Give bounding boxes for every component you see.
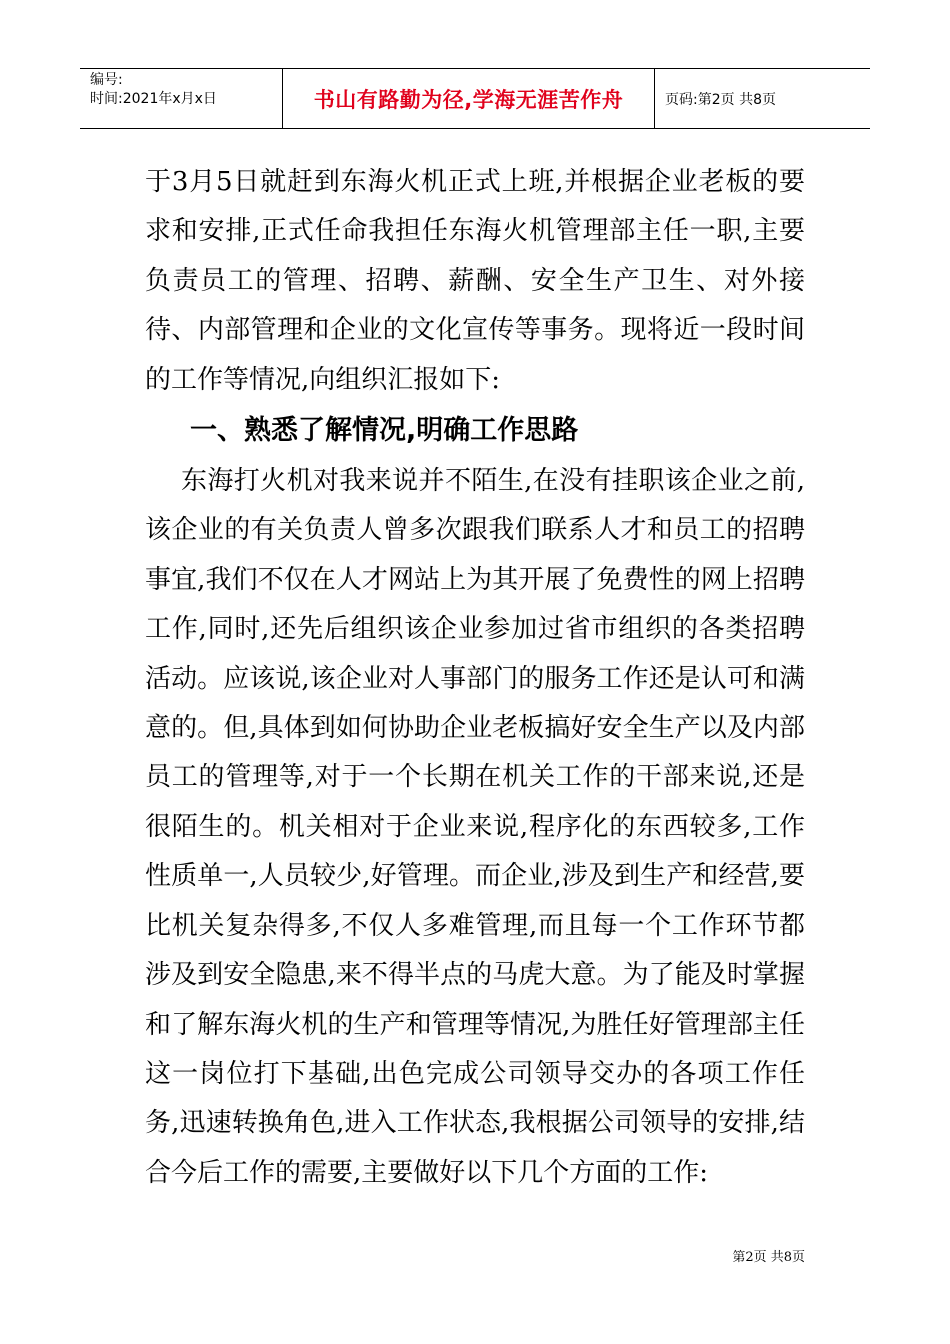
document-header <box>80 68 870 129</box>
footer-page-number: 第2页 共8页 <box>732 1250 805 1265</box>
header-meta <box>80 69 283 128</box>
header-page-number: 页码:第2页 共8页 <box>665 91 776 108</box>
document-body <box>145 158 805 1198</box>
section-heading-1: 一、熟悉了解情况,明确工作思路 <box>190 415 579 447</box>
document-time-label: 时间:2021年x月x日 <box>90 91 217 107</box>
header-motto: 书山有路勤为径,学海无涯苦作舟 <box>283 69 655 128</box>
body-paragraph-2: 东海打火机对我来说并不陌生,在没有挂职该企业之前,该企业的有关负责人曾多次跟我们联系人才和员工的招聘事宜,我们不仅在人才网站上为其开展了免费性的网上招聘工作,同时,还先后组织该企业参加过省市组织的各类招聘活动。应该说,该企业对人事部门的服务工作还是认可和满意的。但,具体到如何协助企业老板搞好安全生产以及内部员工的管理等,对于一个长期在机关工作的干部来说,还是很陌生的。机关相对于企业来说,程序化的东西较多,工作性质单一,人员较少,好管理。而企业,涉及到生产和经营,要比机关复杂得多,不仅人多难管理,而且每一个工作环节都涉及到安全隐患,来不得半点的马虎大意。为了能及时掌握和了解东海火机的生产和管理等情况,为胜任好管理部主任这一岗位打下基础,出色完成公司领导交办的各项工作任务,迅速转换角色,进入工作状态,我根据公司领导的安排,结合今后工作的需要,主要做好以下几个方面的工作: <box>145 466 805 1188</box>
body-paragraph-1: 于3月5日就赶到东海火机正式上班,并根据企业老板的要求和安排,正式任命我担任东海火机管理部主任一职,主要负责员工的管理、招聘、薪酬、安全生产卫生、对外接待、内部管理和企业的文化宣传等事务。现将近一段时间的工作等情况,向组织汇报如下: <box>145 167 805 395</box>
document-number-label: 编号: <box>90 72 123 88</box>
